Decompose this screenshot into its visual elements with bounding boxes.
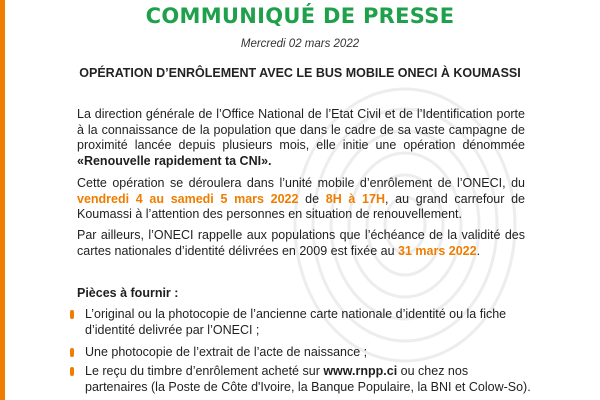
release-date: Mercredi 02 mars 2022 <box>240 38 360 50</box>
paragraph-reminder <box>77 228 525 259</box>
headline: OPÉRATION D’ENRÔLEMENT AVEC LE BUS MOBILE ONECI À KOUMASSI <box>79 66 521 80</box>
list-item <box>77 345 532 361</box>
paragraph-intro <box>77 107 525 169</box>
list-item <box>77 364 532 395</box>
reminder-text: Par ailleurs, l’ONECI rappelle aux populations que l’échéance de la validité des cartes nationales d’identité délivrées en 2009 est fixée au <box>77 228 525 258</box>
paragraph-intro-text: La direction générale de l’Office National de l’Etat Civil et de l’Identification porte à la connaissance de la population que dans le cadre de sa vaste campagne de proximité lancée depuis plusieurs mois, elle initie une opération dénommée <box>77 107 525 152</box>
bullet-icon <box>70 367 74 376</box>
list-item-text <box>77 364 532 395</box>
rnpp-link[interactable]: www.rnpp.ci <box>323 364 398 378</box>
schedule-text-mid: de <box>298 191 326 206</box>
list-item <box>77 307 532 338</box>
receipt-partners: ou chez nos partenaires (la Poste de Côte d'Ivoire, la Banque Populaire, la BNI et Colow-So). <box>85 364 531 394</box>
list-item-text: L’original ou la photocopie de l’ancienne carte nationale d’identité ou la fiche d’identité delivrée par l’ONECI ; <box>85 307 507 337</box>
paragraph-schedule <box>77 176 525 223</box>
orange-side-stripe <box>0 0 5 400</box>
bullet-icon <box>70 348 74 357</box>
reminder-end: . <box>476 243 481 258</box>
expiry-date: 31 mars 2022 <box>398 243 477 258</box>
press-release-title: COMMUNIQUÉ DE PRESSE <box>145 4 455 28</box>
schedule-text-end: , au grand carrefour de Koumassi à l’attention des personnes en situation de renouvellement. <box>77 191 525 221</box>
schedule-days: vendredi 4 au samedi 5 mars 2022 <box>77 191 299 206</box>
documents-heading: Pièces à fournir : <box>77 286 179 300</box>
bullet-icon <box>70 310 74 319</box>
operation-name: «Renouvelle rapidement ta CNI». <box>77 153 272 168</box>
receipt-text: Le reçu du timbre d’enrôlement acheté sur <box>85 364 324 378</box>
list-item-text: Une photocopie de l’extrait de l’acte de naissance ; <box>85 345 368 359</box>
schedule-hours: 8H à 17H <box>325 191 385 206</box>
schedule-text-start: Cette opération se déroulera dans l’unité mobile d’enrôlement de l’ONECI, du <box>77 176 525 190</box>
